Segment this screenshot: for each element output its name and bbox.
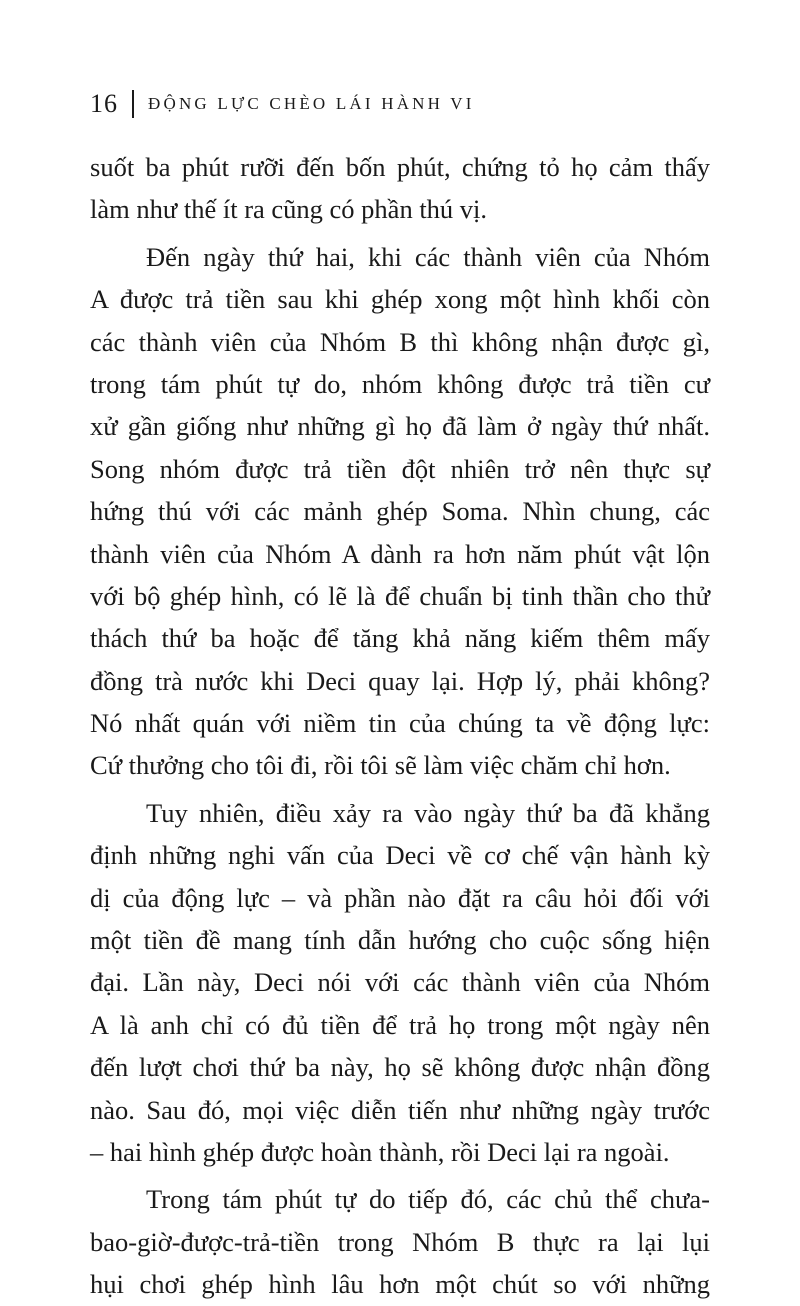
text-line: định những nghi vấn của Deci về cơ chế vận hành kỳ [90, 840, 710, 871]
text-line: đồng trà nước khi Deci quay lại. Hợp lý, phải không? [90, 665, 710, 696]
text-line: hụi chơi ghép hình lâu hơn một chút so với những [90, 1269, 710, 1300]
page-header [90, 86, 475, 122]
text-line: nào. Sau đó, mọi việc diễn tiến như những ngày trước [90, 1094, 710, 1125]
paragraph [90, 1178, 710, 1305]
text-line: Cứ thưởng cho tôi đi, rồi tôi sẽ làm việc chăm chỉ hơn. [90, 750, 671, 781]
text-line: thách thứ ba hoặc để tăng khả năng kiếm thêm mấy [90, 623, 710, 654]
text-line: bao-giờ-được-trả-tiền trong Nhóm B thực ra lại lụi [90, 1226, 710, 1257]
paragraph [90, 792, 710, 1174]
text-line: A là anh chỉ có đủ tiền để trả họ trong một ngày nên [90, 1009, 710, 1040]
body-text [90, 146, 710, 1306]
text-line: xử gần giống như những gì họ đã làm ở ngày thứ nhất. [90, 411, 710, 442]
text-line: thành viên của Nhóm A dành ra hơn năm phút vật lộn [90, 538, 710, 569]
text-line: làm như thế ít ra cũng có phần thú vị. [90, 194, 488, 225]
text-line: hứng thú với các mảnh ghép Soma. Nhìn chung, các [90, 496, 710, 527]
text-line: với bộ ghép hình, có lẽ là để chuẩn bị tinh thần cho thử [90, 580, 710, 611]
text-line: Song nhóm được trả tiền đột nhiên trở nên thực sự [90, 453, 710, 484]
running-title: ĐỘNG LỰC CHÈO LÁI HÀNH VI [148, 94, 475, 113]
text-line: A được trả tiền sau khi ghép xong một hình khối còn [90, 284, 710, 315]
text-line: Đến ngày thứ hai, khi các thành viên của Nhóm [146, 241, 710, 272]
text-line: Nó nhất quán với niềm tin của chúng ta về động lực: [90, 708, 710, 739]
text-line: dị của động lực – và phần nào đặt ra câu hỏi đối với [90, 882, 710, 913]
text-line: suốt ba phút rưỡi đến bốn phút, chứng tỏ họ cảm thấy [90, 152, 710, 182]
text-line: đến lượt chơi thứ ba này, họ sẽ không được nhận đồng [90, 1052, 710, 1083]
header-divider [132, 90, 134, 118]
paragraph [90, 146, 710, 231]
text-line: – hai hình ghép được hoàn thành, rồi Deci lại ra ngoài. [90, 1136, 670, 1167]
text-line: các thành viên của Nhóm B thì không nhận được gì, [90, 326, 710, 357]
text-line: Tuy nhiên, điều xảy ra vào ngày thứ ba đã khẳng [146, 797, 710, 828]
text-line: Trong tám phút tự do tiếp đó, các chủ thể chưa- [146, 1184, 710, 1215]
paragraph [90, 236, 710, 787]
text-line: trong tám phút tự do, nhóm không được trả tiền cư [90, 368, 710, 399]
page-number: 16 [90, 89, 118, 118]
text-line: đại. Lần này, Deci nói với các thành viên của Nhóm [90, 967, 710, 998]
text-line: một tiền đề mang tính dẫn hướng cho cuộc sống hiện [90, 925, 710, 956]
